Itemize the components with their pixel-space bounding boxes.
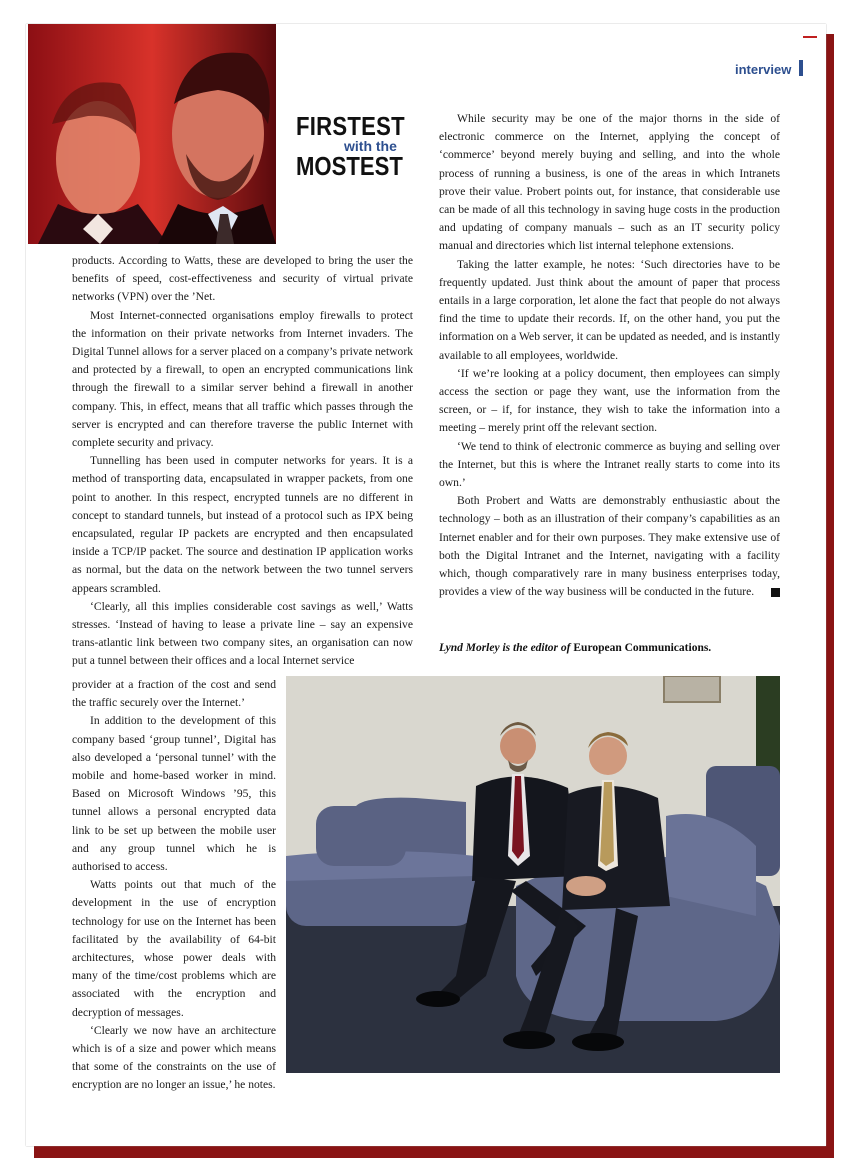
headline-line-2: with the [344,138,397,154]
portrait-illustration [28,24,276,244]
header-portrait-photo [28,24,276,244]
end-of-article-square-icon [771,588,780,597]
body-paragraph: ‘Clearly, all this implies considerable cost savings as well,’ Watts stresses. ‘Instead of having to lease a private line – say an expensive trans-atlantic link between two company sites, an organisation can now put a tunnel between their offices and a local Internet service [72,599,413,668]
byline-prefix: Lynd Morley is the editor of [439,642,571,654]
left-column [72,252,413,671]
headline-line-1: FIRSTEST [296,111,405,141]
section-tag-bar [799,60,803,76]
left-column-narrow [72,676,276,1095]
article-headline [296,112,416,180]
body-paragraph: Taking the latter example, he notes: ‘Such directories have to be frequently updated. Just think about the amount of paper that process entails in a large corporation, let alone the fact that people do not always find the time to update their records. If, on the other hand, you put the information on a Web server, it can be updated as needed, and is instantly available to all employees, worldwide. [439,257,780,362]
body-paragraph: Watts points out that much of the development in the use of encryption technology for use on the Internet has been facilitated by the availability of 64-bit architectures, whose power deals with many of the time/cost problems which are associated with the encryption and decryption of messages. [72,878,276,1019]
headline-line-3: MOSTEST [296,151,403,181]
body-paragraph: provider at a fraction of the cost and send the traffic securely over the Internet.’ [72,678,276,710]
interview-photo [286,676,780,1073]
section-tag: interview [735,62,792,77]
body-paragraph: Most Internet-connected organisations employ firewalls to protect the information on their private networks from Internet invaders. The Digital Tunnel allows for a server placed on a company’s private network and protected by a firewall, to open an encrypted communications link through the firewall to a similar server behind a firewall in another company. This, in effect, means that all traffic which passes through the server is encrypted and can therefore traverse the public Internet with complete security and privacy. [72,308,413,450]
body-paragraph: ‘If we’re looking at a policy document, then employees can simply access the section or page they want, use the information from the screen, or – if, for instance, they wish to take the information into a meeting – merely print off the relevant section. [439,366,780,435]
final-paragraph-text: Both Probert and Watts are demonstrably enthusiastic about the technology – both as an illustration of their company’s capabilities as an Internet enabler and for their own purposes. They make extensive use of both the Digital Intranet and the Internet, navigating with a facility which, though comparatively rare in many business enterprises today, provides a view of the way business will be conducted in the future. [439,494,780,599]
body-paragraph: ‘We tend to think of electronic commerce as buying and selling over the Internet, but this is where the Intranet really starts to come into its own.’ [439,439,780,490]
body-paragraph: In addition to the development of this company based ‘group tunnel’, Digital has also developed a ‘personal tunnel’ with the mobile and home-based worker in mind. Based on Microsoft Windows ’95, this tunnel allows a personal encrypted data link to be set up between the mobile user and any group tunnel which he is authorised to access. [72,714,276,874]
right-column [439,110,780,601]
body-paragraph: ‘Clearly we now have an architecture which is of a size and power which means that some of the constraints on the use of encryption are no longer an issue,’ he notes. [72,1023,276,1092]
corner-mark [803,36,817,38]
byline-publication: European Communications. [573,642,712,654]
body-paragraph: While security may be one of the major thorns in the side of electronic commerce on the Internet, applying the concept of ‘commerce’ beyond merely buying and selling, and into the whole process of running a business, is one of the areas in which Intranets prove their value. Probert points out, for instance, that considerable use can be made of all this technology in saving huge costs in the production and updating of company manuals – such as an IT security policy manual and directories which list internal telephone extensions. [439,112,780,253]
photo-illustration [286,676,780,1073]
author-byline [439,642,711,654]
body-paragraph-final [439,492,780,601]
body-paragraph: products. According to Watts, these are developed to bring the user the benefits of speed, cost-effectiveness and security of virtual private networks (VPN) over the ’Net. [72,254,413,304]
body-paragraph: Tunnelling has been used in computer networks for years. It is a method of transporting data, encapsulated in wrapper packets, from one point to another. In this respect, encrypted tunnels are no different in concept to standard tunnels, but instead of a protocol such as IPX being encapsulated, regular IP packets are encrypted and then encapsulated inside a TCP/IP packet. The source and destination IP application works as normal, but the data on the network between the two tunnel servers appears scrambled. [72,454,413,595]
